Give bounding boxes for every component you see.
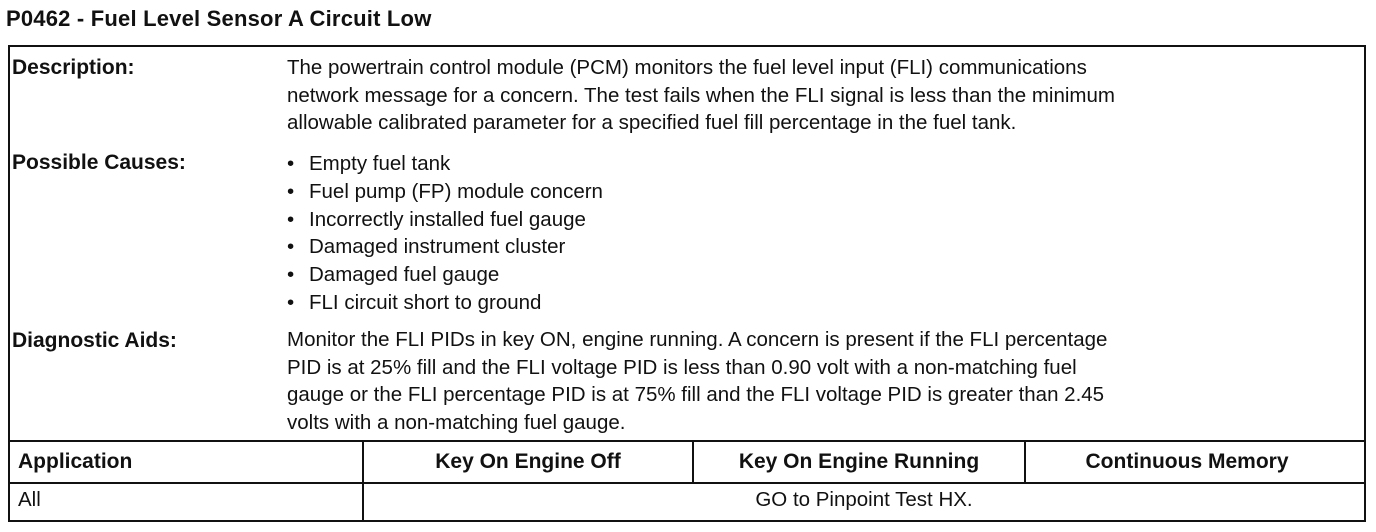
- page-title: P0462 - Fuel Level Sensor A Circuit Low: [6, 6, 432, 31]
- list-item: • Damaged fuel gauge: [287, 261, 603, 289]
- diagnostic-aids-line: PID is at 25% fill and the FLI voltage PID is less than 0.90 volt with a non-matching fuel: [287, 355, 1077, 379]
- table-cell-action: GO to Pinpoint Test HX.: [755, 488, 973, 511]
- diagnostic-aids-line: Monitor the FLI PIDs in key ON, engine running. A concern is present if the FLI percentage: [287, 328, 1108, 351]
- table-header-application: Application: [18, 450, 133, 473]
- table-top-border: [8, 440, 1366, 442]
- list-item: • Empty fuel tank: [287, 150, 603, 178]
- table-header-key-on-engine-off: Key On Engine Off: [435, 450, 621, 473]
- possible-causes-list: [287, 150, 603, 317]
- table-cell-application: All: [18, 488, 41, 511]
- list-item: • Fuel pump (FP) module concern: [287, 178, 603, 206]
- description-line: allowable calibrated parameter for a specified fuel fill percentage in the fuel tank.: [287, 111, 1017, 134]
- table-header-divider: [8, 482, 1366, 484]
- possible-causes-label: Possible Causes:: [12, 151, 186, 174]
- table-header-key-on-engine-running: Key On Engine Running: [738, 450, 980, 473]
- description-label: Description:: [12, 56, 135, 79]
- description-line: The powertrain control module (PCM) monitors the fuel level input (FLI) communications: [287, 56, 1087, 79]
- description-text: [287, 54, 1115, 137]
- table-header-continuous-memory: Continuous Memory: [1085, 450, 1289, 473]
- description-line: network message for a concern. The test fails when the FLI signal is less than the minimum: [287, 83, 1115, 107]
- diagnostic-aids-line: volts with a non-matching fuel gauge.: [287, 410, 626, 434]
- list-item: • Damaged instrument cluster: [287, 233, 603, 261]
- diagnostic-aids-line: gauge or the FLI percentage PID is at 75% fill and the FLI voltage PID is greater than 2.45: [287, 383, 1105, 406]
- list-item: • FLI circuit short to ground: [287, 289, 603, 317]
- list-item: • Incorrectly installed fuel gauge: [287, 206, 603, 234]
- diagnostic-aids-label: Diagnostic Aids:: [12, 329, 177, 352]
- diagnostic-aids-text: [287, 326, 1107, 436]
